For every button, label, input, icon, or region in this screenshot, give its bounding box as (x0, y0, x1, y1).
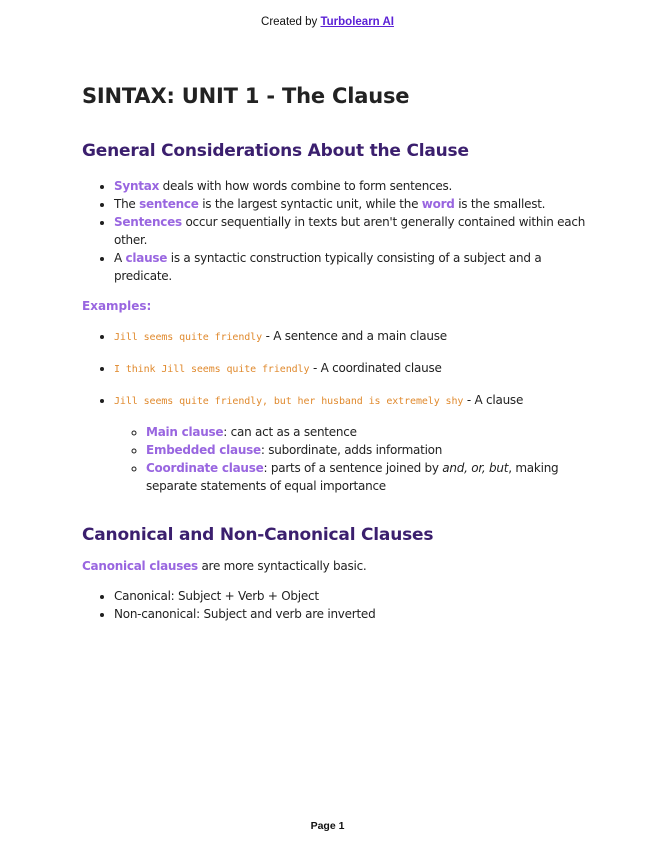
examples-list (82, 327, 592, 495)
list-item (114, 213, 592, 249)
item-text: occur sequentially in texts but aren't generally contained within each other. (114, 215, 586, 247)
item-text: deals with how words combine to form sentences. (159, 179, 453, 193)
document-body (82, 84, 592, 623)
example-item (114, 359, 592, 379)
clause-type-desc: : subordinate, adds information (260, 443, 443, 457)
page-title: SINTAX: UNIT 1 - The Clause (82, 84, 410, 108)
term-canonical-clauses: Canonical clauses (82, 559, 198, 573)
section-heading-canonical: Canonical and Non-Canonical Clauses (82, 525, 434, 545)
list-item (114, 195, 592, 213)
general-list (82, 177, 592, 285)
canonical-list (82, 587, 592, 623)
example-code: Jill seems quite friendly (114, 332, 263, 343)
example-desc: - A coordinated clause (309, 361, 442, 375)
item-text: The (114, 197, 140, 211)
item-text: is a syntactic construction typically consisting of a subject and a predicate. (114, 251, 542, 283)
list-item (114, 249, 592, 285)
clause-type-desc: , making separate statements of equal importance (146, 461, 559, 493)
intro-text: are more syntactically basic. (197, 559, 367, 573)
term-sentences: Sentences (114, 215, 182, 229)
clause-type-item (146, 423, 592, 441)
term-word: word (421, 197, 455, 211)
example-desc: - A sentence and a main clause (262, 329, 447, 343)
list-item: • Canonical: Subject + Verb + Object (114, 587, 592, 605)
item-text: is the smallest. (454, 197, 546, 211)
clause-type-desc: : parts of a sentence joined by (263, 461, 443, 475)
term-embedded-clause: Embedded clause (146, 443, 261, 457)
example-item (114, 327, 592, 347)
item-text: is the largest syntactic unit, while the (198, 197, 422, 211)
term-coordinate-clause: Coordinate clause (146, 461, 264, 475)
conjunctions-italic: and, or, but (442, 461, 509, 475)
list-item (114, 177, 592, 195)
page-header (0, 16, 655, 28)
canonical-intro (82, 559, 592, 573)
list-item: • Non-canonical: Subject and verb are inverted (114, 605, 592, 623)
page-number: Page 1 (310, 820, 345, 832)
item-text: A (114, 251, 126, 265)
header-prefix: Created by (261, 16, 321, 28)
clause-types-list (114, 423, 592, 495)
turbolearn-link[interactable]: Turbolearn AI (320, 16, 394, 28)
examples-label: Examples: (82, 299, 152, 313)
term-syntax: Syntax (114, 179, 160, 193)
term-clause: clause (125, 251, 168, 265)
clause-type-item (146, 441, 592, 459)
clause-type-desc: : can act as a sentence (223, 425, 357, 439)
example-item (114, 391, 592, 495)
example-desc: - A clause (463, 393, 524, 407)
section-heading-general: General Considerations About the Clause (82, 141, 469, 161)
clause-type-item (146, 459, 592, 495)
example-code: Jill seems quite friendly, but her husband is extremely shy (114, 396, 464, 407)
term-main-clause: Main clause (146, 425, 224, 439)
example-code: I think Jill seems quite friendly (114, 364, 310, 375)
term-sentence: sentence (139, 197, 199, 211)
